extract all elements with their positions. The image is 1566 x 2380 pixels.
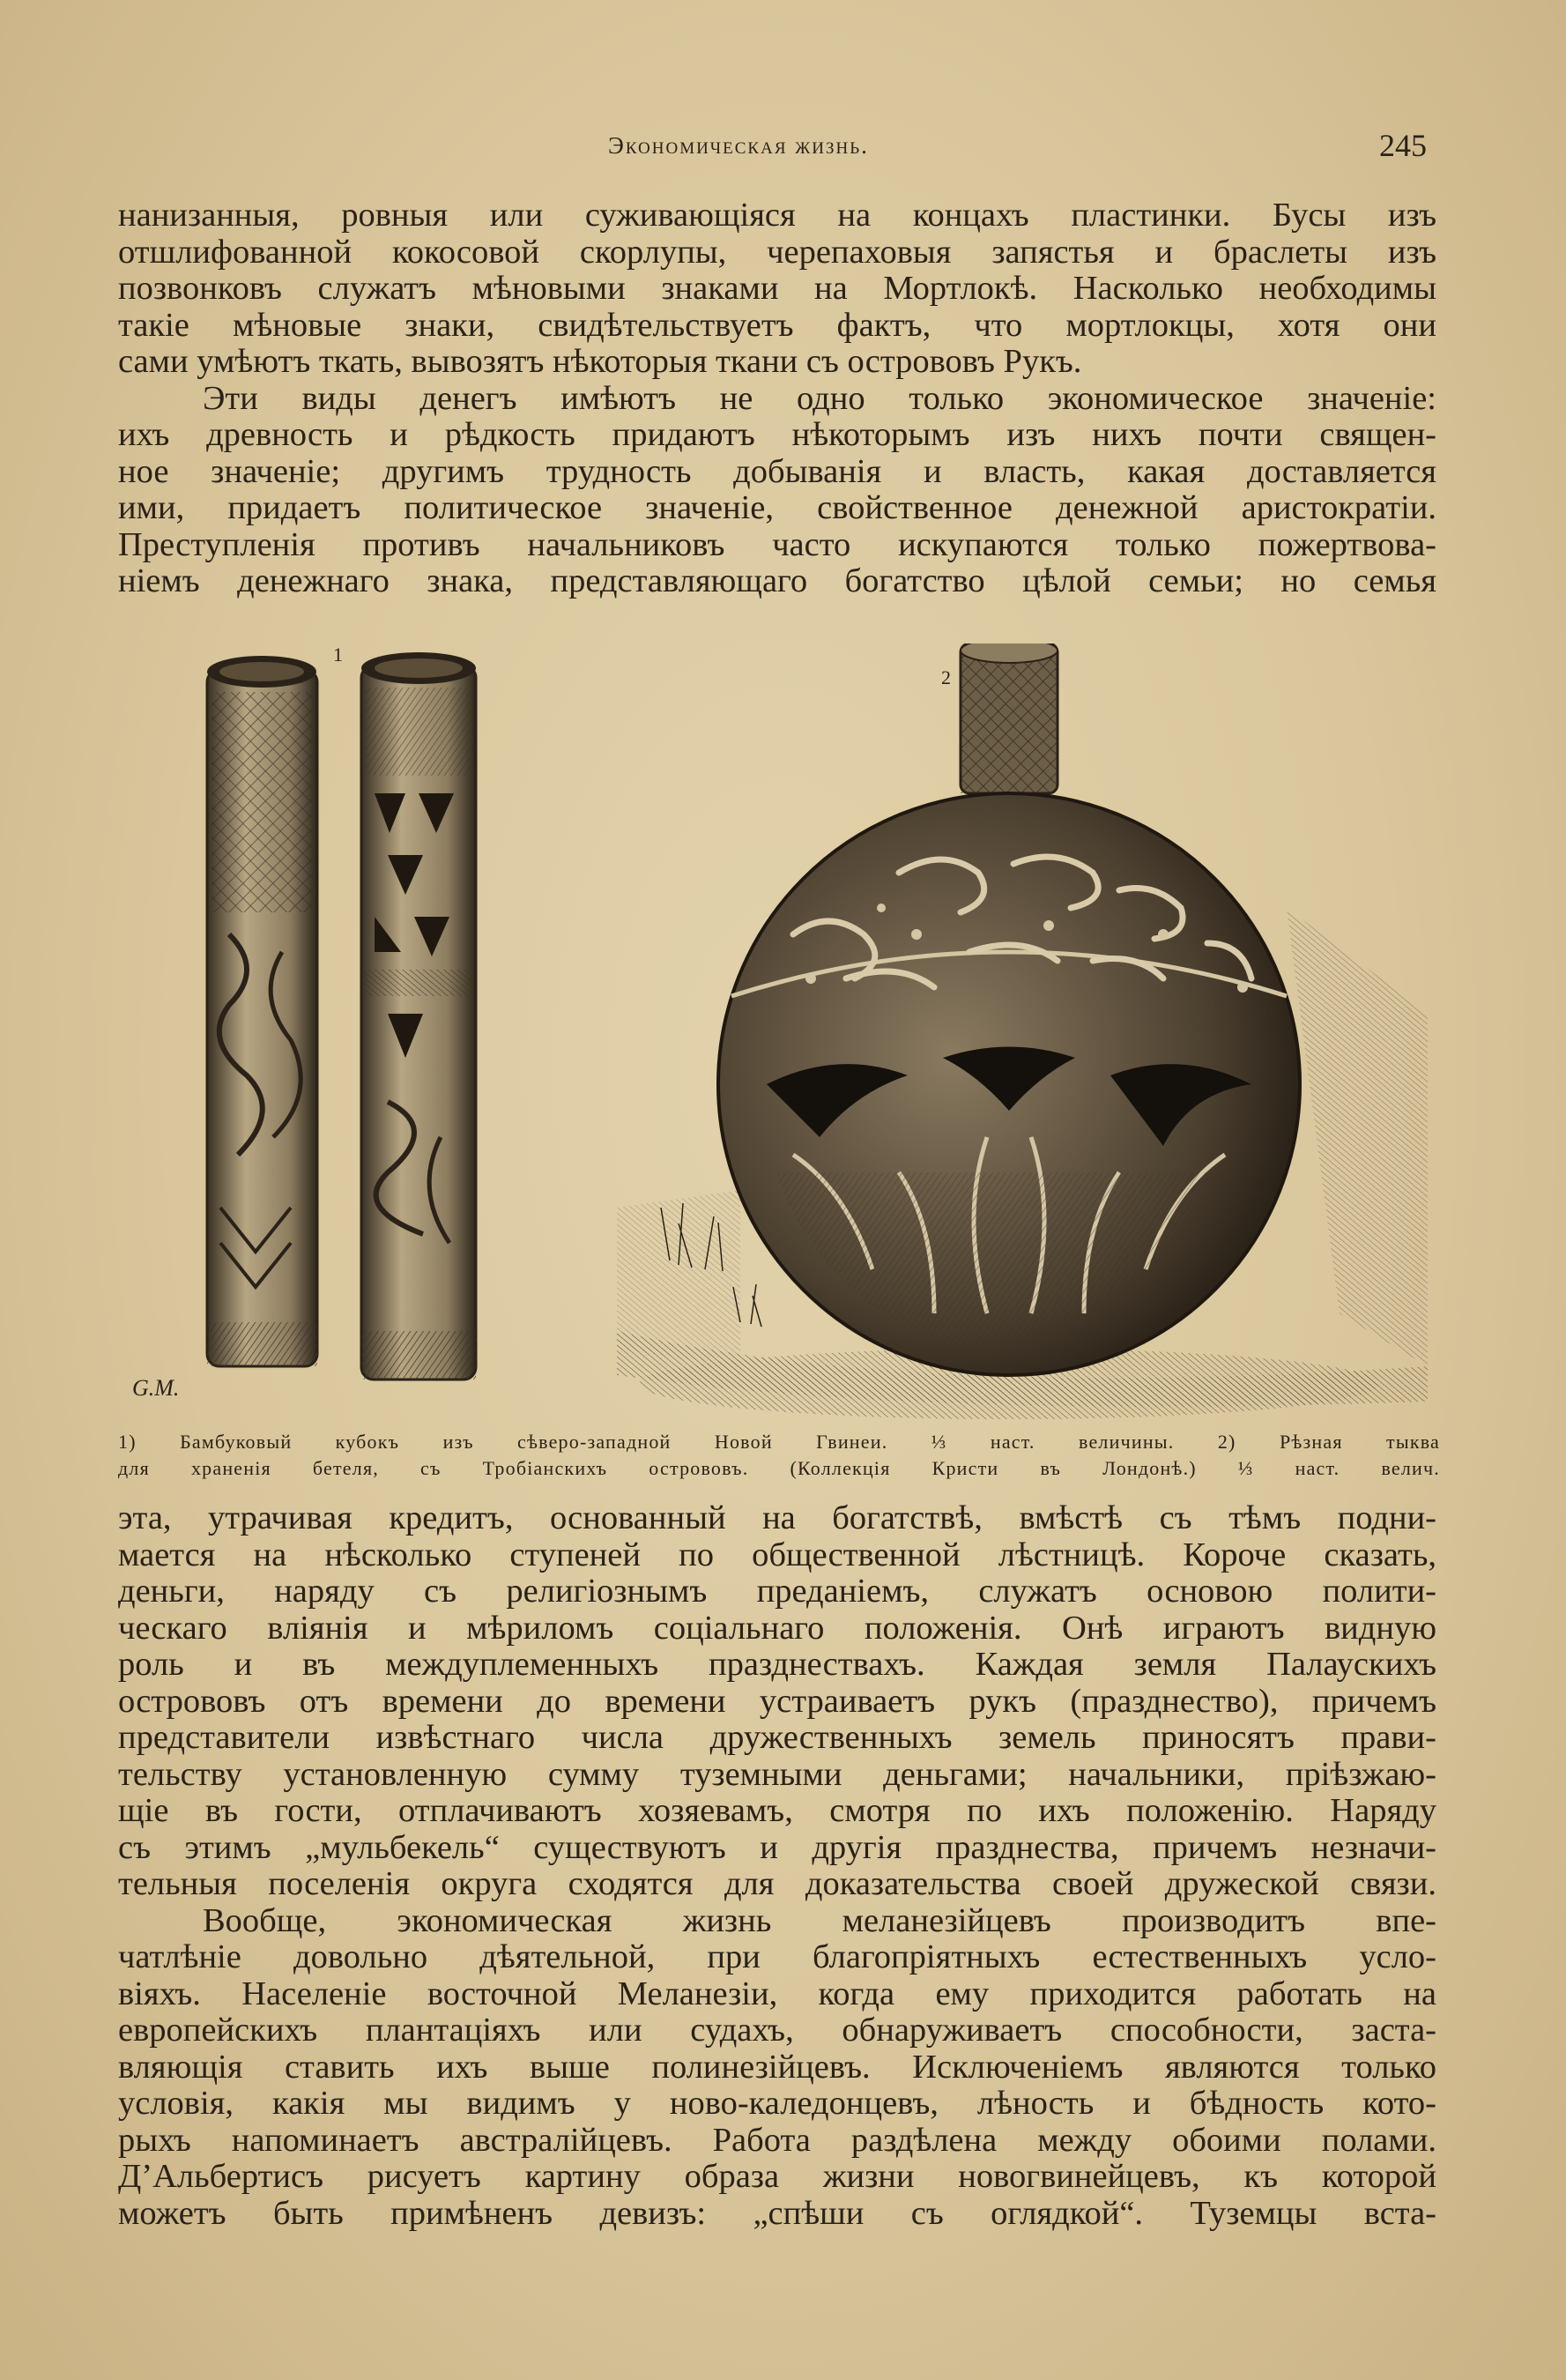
text-line: острововъ отъ времени до времени устраиваетъ рукъ (празднество), причемъ xyxy=(118,1682,1436,1720)
text-line: щіе въ гости, отплачиваютъ хозяевамъ, смотря по ихъ положенію. Наряду xyxy=(118,1792,1436,1829)
text-line: тельству установленную сумму туземными деньгами; начальники, пріѣзжаю- xyxy=(118,1755,1436,1793)
bamboo-cup-1 xyxy=(207,656,317,1366)
text-line: мается на нѣсколько ступеней по общественной лѣстницѣ. Короче сказать, xyxy=(118,1536,1436,1573)
text-line: съ этимъ „мульбекель“ существуютъ и другія празднества, причемъ незначи- xyxy=(118,1828,1436,1866)
text-line: условія, какія мы видимъ у ново-каледонцевъ, лѣность и бѣдность кото- xyxy=(118,2085,1436,2122)
text-block-top xyxy=(118,197,1436,600)
text-line: представители извѣстнаго числа дружественныхъ земель приносятъ прави- xyxy=(118,1719,1436,1756)
text-line: европейскихъ плантаціяхъ или судахъ, обнаруживаетъ способности, заста- xyxy=(118,2012,1436,2049)
text-line: эта, утрачивая кредитъ, основанный на богатствѣ, вмѣстѣ съ тѣмъ подни- xyxy=(118,1499,1436,1536)
text-line: нанизанныя, ровныя или суживающіяся на концахъ пластинки. Бусы изъ xyxy=(118,197,1436,234)
text-line: Эти виды денегъ имѣютъ не одно только экономическое значеніе: xyxy=(203,379,1436,417)
text-line: сами умѣютъ ткать, вывозятъ нѣкоторыя ткани съ острововъ Рукъ. xyxy=(118,343,1082,380)
text-line: віяхъ. Населеніе восточной Меланезіи, когда ему приходится работать на xyxy=(118,1975,1436,2012)
figure-label-1: 1 xyxy=(333,643,343,666)
text-line: такіе мѣновые знаки, свидѣтельствуетъ фактъ, что мортлокцы, хотя они xyxy=(118,306,1436,344)
text-line: рыхъ напоминаетъ австралійцевъ. Работа раздѣлена между обоими полами. xyxy=(118,2121,1436,2159)
caption-line: 1) Бамбуковый кубокъ изъ сѣверо-западной Новой Гвинеи. ⅓ наст. величины. 2) Рѣзная тыква xyxy=(118,1431,1440,1453)
running-title: Экономическая жизнь. xyxy=(608,132,869,159)
text-line: тельныя поселенія округа сходятся для доказательства своей дружеской связи. xyxy=(118,1865,1436,1902)
caption-line: для храненія бетеля, съ Тробіанскихъ острововъ. (Коллекція Кристи въ Лондонѣ.) ⅓ наст. велич. xyxy=(118,1457,1440,1479)
text-line: ческаго вліянія и мѣриломъ соціальнаго положенія. Онѣ играютъ видную xyxy=(118,1609,1436,1647)
text-line: ими, придаетъ политическое значеніе, свойственное денежной аристократіи. xyxy=(118,489,1436,526)
text-line: ихъ древность и рѣдкость придаютъ нѣкоторымъ изъ нихъ почти священ- xyxy=(118,416,1436,453)
carved-gourd xyxy=(639,643,1379,1419)
text-block-bottom xyxy=(118,1500,1436,2232)
figure-label-2: 2 xyxy=(941,666,951,688)
text-line: вляющія ставить ихъ выше полинезійцевъ. Исключеніемъ являются только xyxy=(118,2048,1436,2086)
engraving-illustration xyxy=(123,643,1436,1419)
text-line: Д’Альбертисъ рисуетъ картину образа жизни новогвинейцевъ, къ которой xyxy=(118,2158,1436,2195)
text-line: Вообще, экономическая жизнь меланезійцевъ производитъ впе- xyxy=(203,1901,1436,1939)
text-line: ное значеніе; другимъ трудность добыванія и власть, какая доставляется xyxy=(118,452,1436,490)
text-line: Преступленія противъ начальниковъ часто искупаются только пожертвова- xyxy=(118,525,1436,563)
text-line: чатлѣніе довольно дѣятельной, при благопріятныхъ естественныхъ усло- xyxy=(118,1938,1436,1975)
text-line: деньги, наряду съ религіознымъ преданіемъ, служатъ основою полити- xyxy=(118,1573,1436,1610)
engraver-signature: G.M. xyxy=(132,1375,180,1401)
text-line: позвонковъ служатъ мѣновыми знаками на Мортлокѣ. Насколько необходимы xyxy=(118,270,1436,307)
running-head xyxy=(0,128,1566,167)
text-line: роль и въ междуплеменныхъ празднествахъ. Каждая земля Палаускихъ xyxy=(118,1646,1436,1683)
figure-caption xyxy=(118,1429,1440,1482)
bamboo-cup-2 xyxy=(361,652,476,1380)
page-number: 245 xyxy=(1379,128,1427,163)
text-line: ніемъ денежнаго знака, представляющаго богатство цѣлой семьи; но семья xyxy=(118,562,1436,599)
figure-illustration xyxy=(123,643,1436,1419)
text-line: отшлифованной кокосовой скорлупы, черепаховыя запястья и браслеты изъ xyxy=(118,233,1436,271)
text-line: можетъ быть примѣненъ девизъ: „спѣши съ оглядкой“. Туземцы вста- xyxy=(118,2194,1436,2232)
